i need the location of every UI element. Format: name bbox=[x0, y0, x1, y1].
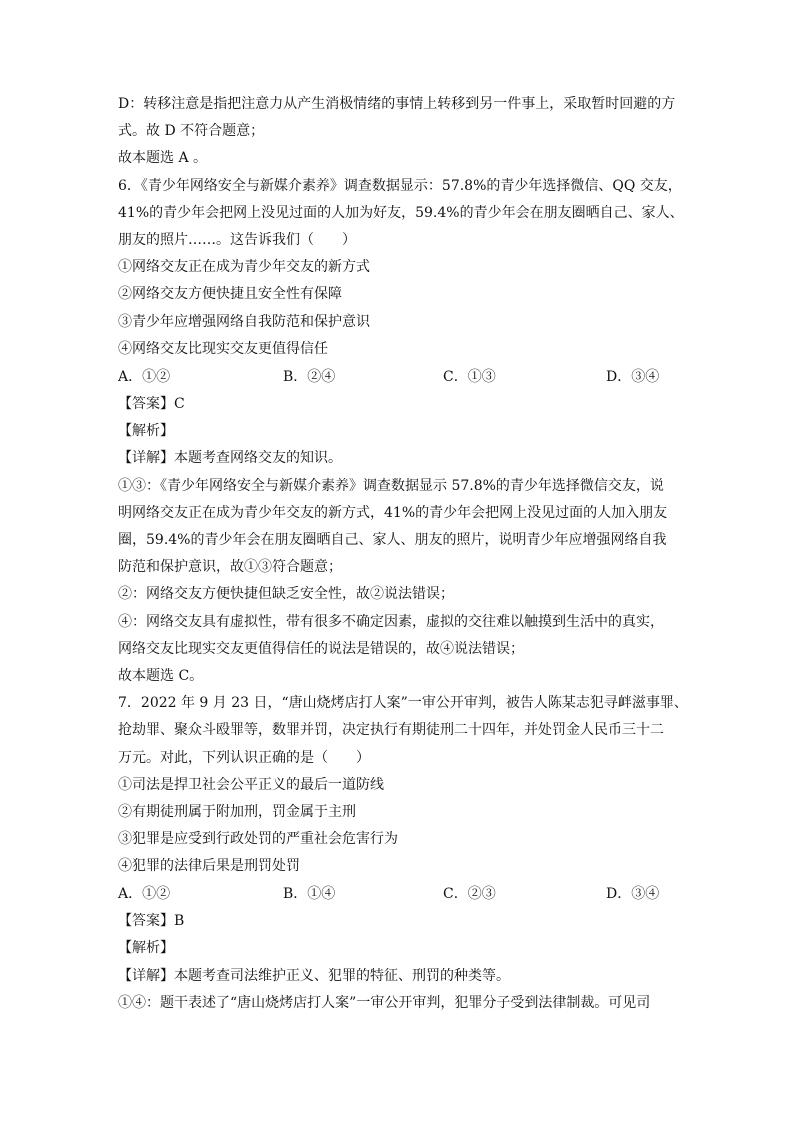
detail-line: 故本题选 C。 bbox=[118, 668, 204, 684]
detail-line: 【详解】本题考查司法维护正义、犯罪的特征、刑罚的种类等。 bbox=[118, 968, 510, 984]
question-7-statement: ②有期徒刑属于附加刑，罚金属于主刑 bbox=[118, 804, 356, 820]
question-7-stem: 抢劫罪、聚众斗殴罪等，数罪并罚，决定执行有期徒刑二十四年，并处罚金人民币三十二 bbox=[118, 722, 664, 738]
text-line: D：转移注意是指把注意力从产生消极情绪的事情上转移到另一件事上，采取暂时回避的方 bbox=[118, 96, 676, 112]
detail-line: ①③：《青少年网络安全与新媒介素养》调查数据显示 57.8%的青少年选择微信交友，说 bbox=[118, 478, 664, 494]
question-7-statement: ④犯罪的法律后果是刑罚处罚 bbox=[118, 858, 300, 874]
question-7-option-c: C．②③ bbox=[443, 886, 496, 902]
question-6-option-b: B．②④ bbox=[283, 369, 336, 385]
text-line: 式。故 D 不符合题意； bbox=[118, 123, 265, 139]
detail-line: ①④：题干表述了“唐山烧烤店打人案”一审公开审判，犯罪分子受到法律制裁。可见司 bbox=[118, 995, 651, 1011]
answer-label: 【答案】B bbox=[118, 913, 185, 929]
detail-line: 【详解】本题考查网络交友的知识。 bbox=[118, 450, 342, 466]
question-7-option-b: B．①④ bbox=[283, 886, 336, 902]
question-6-option-d: D．③④ bbox=[606, 369, 660, 385]
detail-line: 明网络交友正在成为青少年交友的新方式，41%的青少年会把网上没见过面的人加入朋友 bbox=[118, 505, 668, 521]
question-7-statement: ③犯罪是应受到行政处罚的严重社会危害行为 bbox=[118, 831, 398, 847]
question-7-option-d: D．③④ bbox=[606, 886, 660, 902]
analysis-label: 【解析】 bbox=[118, 423, 174, 439]
question-6-option-c: C．①③ bbox=[443, 369, 496, 385]
question-7-stem: 7．2022 年 9 月 23 日，“唐山烧烤店打人案”一审公开审判，被告人陈某志犯寻衅滋事罪、 bbox=[118, 695, 688, 711]
analysis-label: 【解析】 bbox=[118, 940, 174, 956]
question-6-statement: ②网络交友方便快捷且安全性有保障 bbox=[118, 286, 342, 302]
detail-line: 防范和保护意识，故①③符合题意； bbox=[118, 559, 342, 575]
question-7-statement: ①司法是捍卫社会公平正义的最后一道防线 bbox=[118, 777, 384, 793]
question-6-option-a: A．①② bbox=[118, 369, 171, 385]
question-6-stem: 6．《青少年网络安全与新媒介素养》调查数据显示：57.8%的青少年选择微信、QQ 交友， bbox=[118, 178, 682, 194]
question-6-statement: ③青少年应增强网络自我防范和保护意识 bbox=[118, 314, 370, 330]
question-6-statement: ④网络交友比现实交友更值得信任 bbox=[118, 341, 328, 357]
question-6-stem: 41%的青少年会把网上没见过面的人加为好友，59.4%的青少年会在朋友圈晒自己、家人、 bbox=[118, 205, 684, 221]
text-line: 故本题选 A 。 bbox=[118, 150, 208, 166]
answer-label: 【答案】C bbox=[118, 396, 185, 412]
question-7-option-a: A．①② bbox=[118, 886, 171, 902]
detail-line: 网络交友比现实交友更值得信任的说法是错误的，故④说法错误； bbox=[118, 641, 524, 657]
question-6-statement: ①网络交友正在成为青少年交友的新方式 bbox=[118, 259, 370, 275]
detail-line: 圈，59.4%的青少年会在朋友圈晒自己、家人、朋友的照片，说明青少年应增强网络自我 bbox=[118, 532, 667, 548]
detail-line: ②：网络交友方便快捷但缺乏安全性，故②说法错误； bbox=[118, 586, 454, 602]
question-7-stem: 万元。对此，下列认识正确的是（ ） bbox=[118, 750, 370, 766]
question-6-stem: 朋友的照片……。这告诉我们（ ） bbox=[118, 232, 356, 248]
detail-line: ④：网络交友具有虚拟性，带有很多不确定因素，虚拟的交往难以触摸到生活中的真实， bbox=[118, 614, 664, 630]
